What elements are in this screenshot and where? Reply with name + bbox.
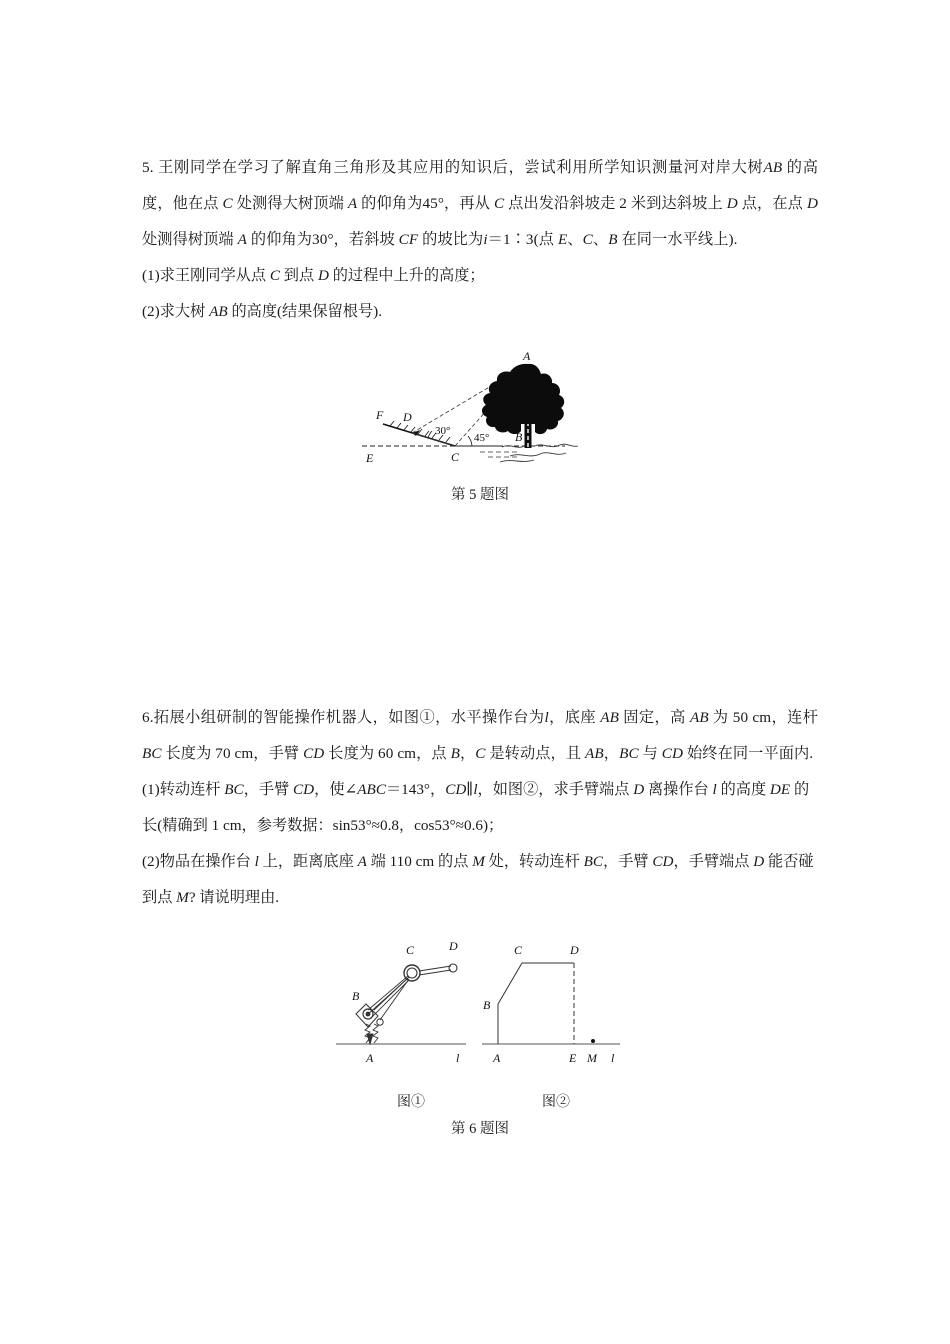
subfigure-captions: [142, 1091, 818, 1117]
fig2-axis-label-l: l: [611, 1051, 615, 1065]
problem-5-body: 5. 王刚同学在学习了解直角三角形及其应用的知识后，尝试利用所学知识测量河对岸大树AB 的高度，他在点 C 处测得大树顶端 A 的仰角为45°，再从 C 点出发沿斜坡走 2 米到达斜坡上 D 点，在点 D 处测得树顶端 A 的仰角为30°，若斜坡 CF 的坡比为i＝1∶3(点 E、C、B 在同一水平线上).: [142, 159, 819, 248]
problem-5-sub-1: (1)求王刚同学从点 C 到点 D 的过程中上升的高度；: [142, 267, 485, 284]
fig1-point-label-A: A: [366, 1051, 374, 1065]
problem-6-figure-caption: 第 6 题图: [451, 1121, 509, 1137]
water-dashes: [480, 452, 520, 457]
point-label-F: F: [376, 408, 384, 422]
angle-label-45: 45°: [474, 432, 490, 444]
subfigure-2-caption: 图②: [542, 1095, 570, 1110]
fig1-point-label-D: D: [449, 939, 458, 953]
riverbank-squiggles: [500, 444, 578, 462]
fig1-point-label-B: B: [352, 989, 360, 1003]
problem-5-figure: [142, 346, 818, 504]
joint-C-inner-fig1: [407, 968, 417, 978]
subfigure-1: [336, 939, 466, 1065]
problem-5-figure-caption: 第 5 题图: [451, 487, 509, 503]
angle-arc-45: [468, 436, 472, 446]
problem-5-sub-2: (2)求大树 AB 的高度(结果保留根号).: [142, 303, 383, 320]
fig2-point-label-B: B: [483, 998, 491, 1012]
subfigure-1-caption: 图①: [397, 1095, 425, 1110]
problem-6-sub-2: (2)物品在操作台 l 上，距离底座 A 端 110 cm 的点 M 处，转动连杆 BC，手臂 CD，手臂端点 D 能否碰到点 M? 请说明理由.: [142, 853, 814, 906]
point-label-C: C: [451, 450, 460, 464]
problem-6-sub-1: (1)转动连杆 BC，手臂 CD，使∠ABC＝143°，CD∥l，如图②，求手臂端点 D 离操作台 l 的高度 DE 的长(精确到 1 cm，参考数据：sin53°≈0.8，cos53°≈0.6)；: [142, 781, 810, 834]
base-spring-fig1: [365, 1024, 378, 1044]
fig2-point-label-M: M: [587, 1051, 597, 1065]
problem-6-body: 6.拓展小组研制的智能操作机器人，如图①，水平操作台为l，底座 AB 固定，高 AB 为 50 cm，连杆 BC 长度为 70 cm，手臂 CD 长度为 60 cm，点 B，C 是转动点，且 AB，BC 与 CD 始终在同一平面内.: [142, 709, 819, 762]
point-label-D: D: [403, 410, 412, 424]
tree-elevation-diagram: [350, 346, 610, 478]
joint-C-fig1: [404, 965, 420, 981]
fig2-point-label-C: C: [514, 943, 523, 957]
point-M-dot-fig2: [591, 1039, 595, 1043]
fig1-point-label-C: C: [406, 943, 415, 957]
page-content: [142, 150, 818, 1138]
fig2-point-label-A: A: [493, 1051, 501, 1065]
problem-6: [142, 700, 818, 1138]
point-label-A: A: [523, 349, 531, 363]
point-label-E: E: [366, 451, 374, 465]
problem-6-figure: [142, 926, 818, 1138]
end-point-D-fig1: [449, 964, 457, 972]
robot-arm-diagrams: [330, 926, 630, 1086]
fig2-point-label-D: D: [570, 943, 579, 957]
point-label-B: B: [515, 430, 523, 444]
fig1-axis-label-l: l: [456, 1051, 460, 1065]
segment-BC-fig2: [498, 963, 522, 1004]
problem-5: [142, 150, 818, 504]
fig2-point-label-E: E: [569, 1051, 577, 1065]
angle-label-30: 30°: [435, 425, 451, 437]
vertical-spacer: [142, 504, 818, 700]
subfigure-2: [482, 943, 620, 1065]
tree-foliage: [482, 364, 564, 434]
